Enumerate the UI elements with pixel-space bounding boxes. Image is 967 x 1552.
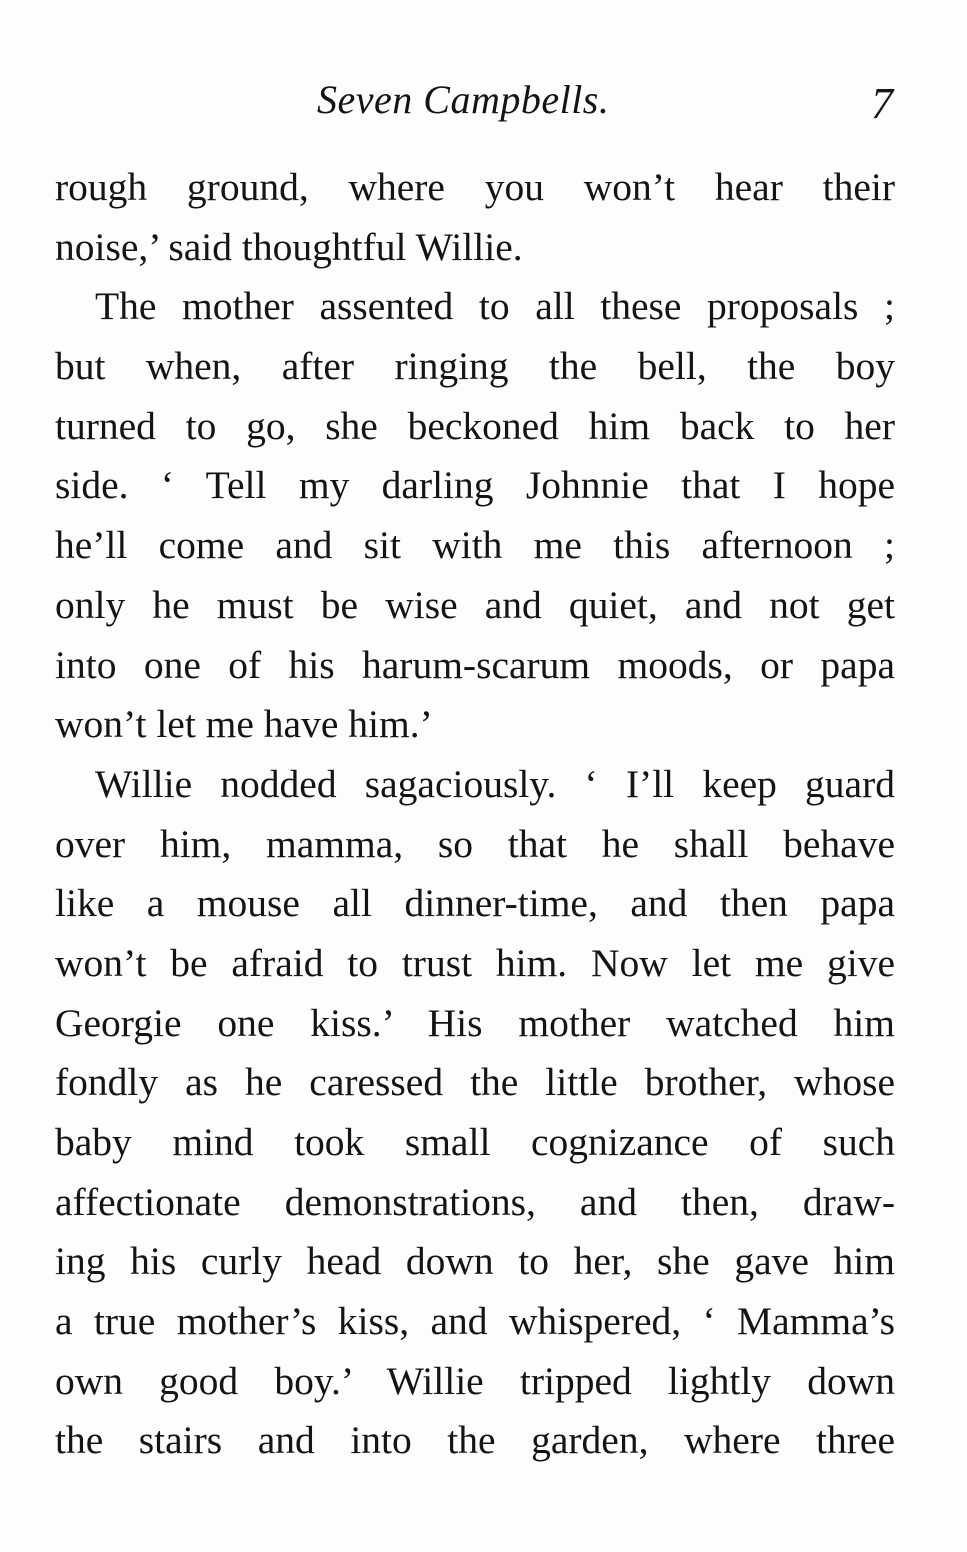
text-line: Willie nodded sagaciously. ‘ I’ll keep guard	[95, 761, 895, 806]
text-line: won’t let me have him.’	[55, 702, 433, 747]
text-line: but when, after ringing the bell, the boy	[55, 344, 895, 389]
text-line: like a mouse all dinner-time, and then papa	[55, 881, 895, 926]
text-line: into one of his harum-scarum moods, or papa	[55, 642, 895, 687]
text-line: baby mind took small cognizance of such	[55, 1120, 895, 1164]
text-line: affectionate demonstrations, and then, draw-	[55, 1179, 895, 1224]
running-title: Seven Campbells.	[317, 77, 610, 122]
text-line: he’ll come and sit with me this afternoon ;	[55, 523, 895, 568]
text-line: turned to go, she beckoned him back to her	[55, 403, 895, 448]
text-line: noise,’ said thoughtful Willie.	[55, 224, 523, 269]
text-line: rough ground, where you won’t hear their	[55, 165, 895, 209]
text-line: The mother assented to all these proposals ;	[95, 284, 895, 329]
text-line: own good boy.’ Willie tripped lightly down	[55, 1358, 895, 1403]
page-number: 7	[871, 79, 893, 128]
text-line: ing his curly head down to her, she gave him	[55, 1239, 895, 1284]
body-text	[55, 158, 895, 1471]
text-line: the stairs and into the garden, where three	[55, 1418, 895, 1463]
text-line: a true mother’s kiss, and whispered, ‘ Mamma’s	[55, 1299, 895, 1344]
text-line: side. ‘ Tell my darling Johnnie that I hope	[55, 463, 895, 508]
page-header	[55, 76, 895, 136]
text-line: won’t be afraid to trust him. Now let me give	[55, 940, 895, 985]
text-line: Georgie one kiss.’ His mother watched him	[55, 1000, 895, 1045]
text-line: only he must be wise and quiet, and not get	[55, 582, 895, 627]
text-line: over him, mamma, so that he shall behave	[55, 821, 895, 866]
text-line: fondly as he caressed the little brother, whose	[55, 1060, 895, 1105]
